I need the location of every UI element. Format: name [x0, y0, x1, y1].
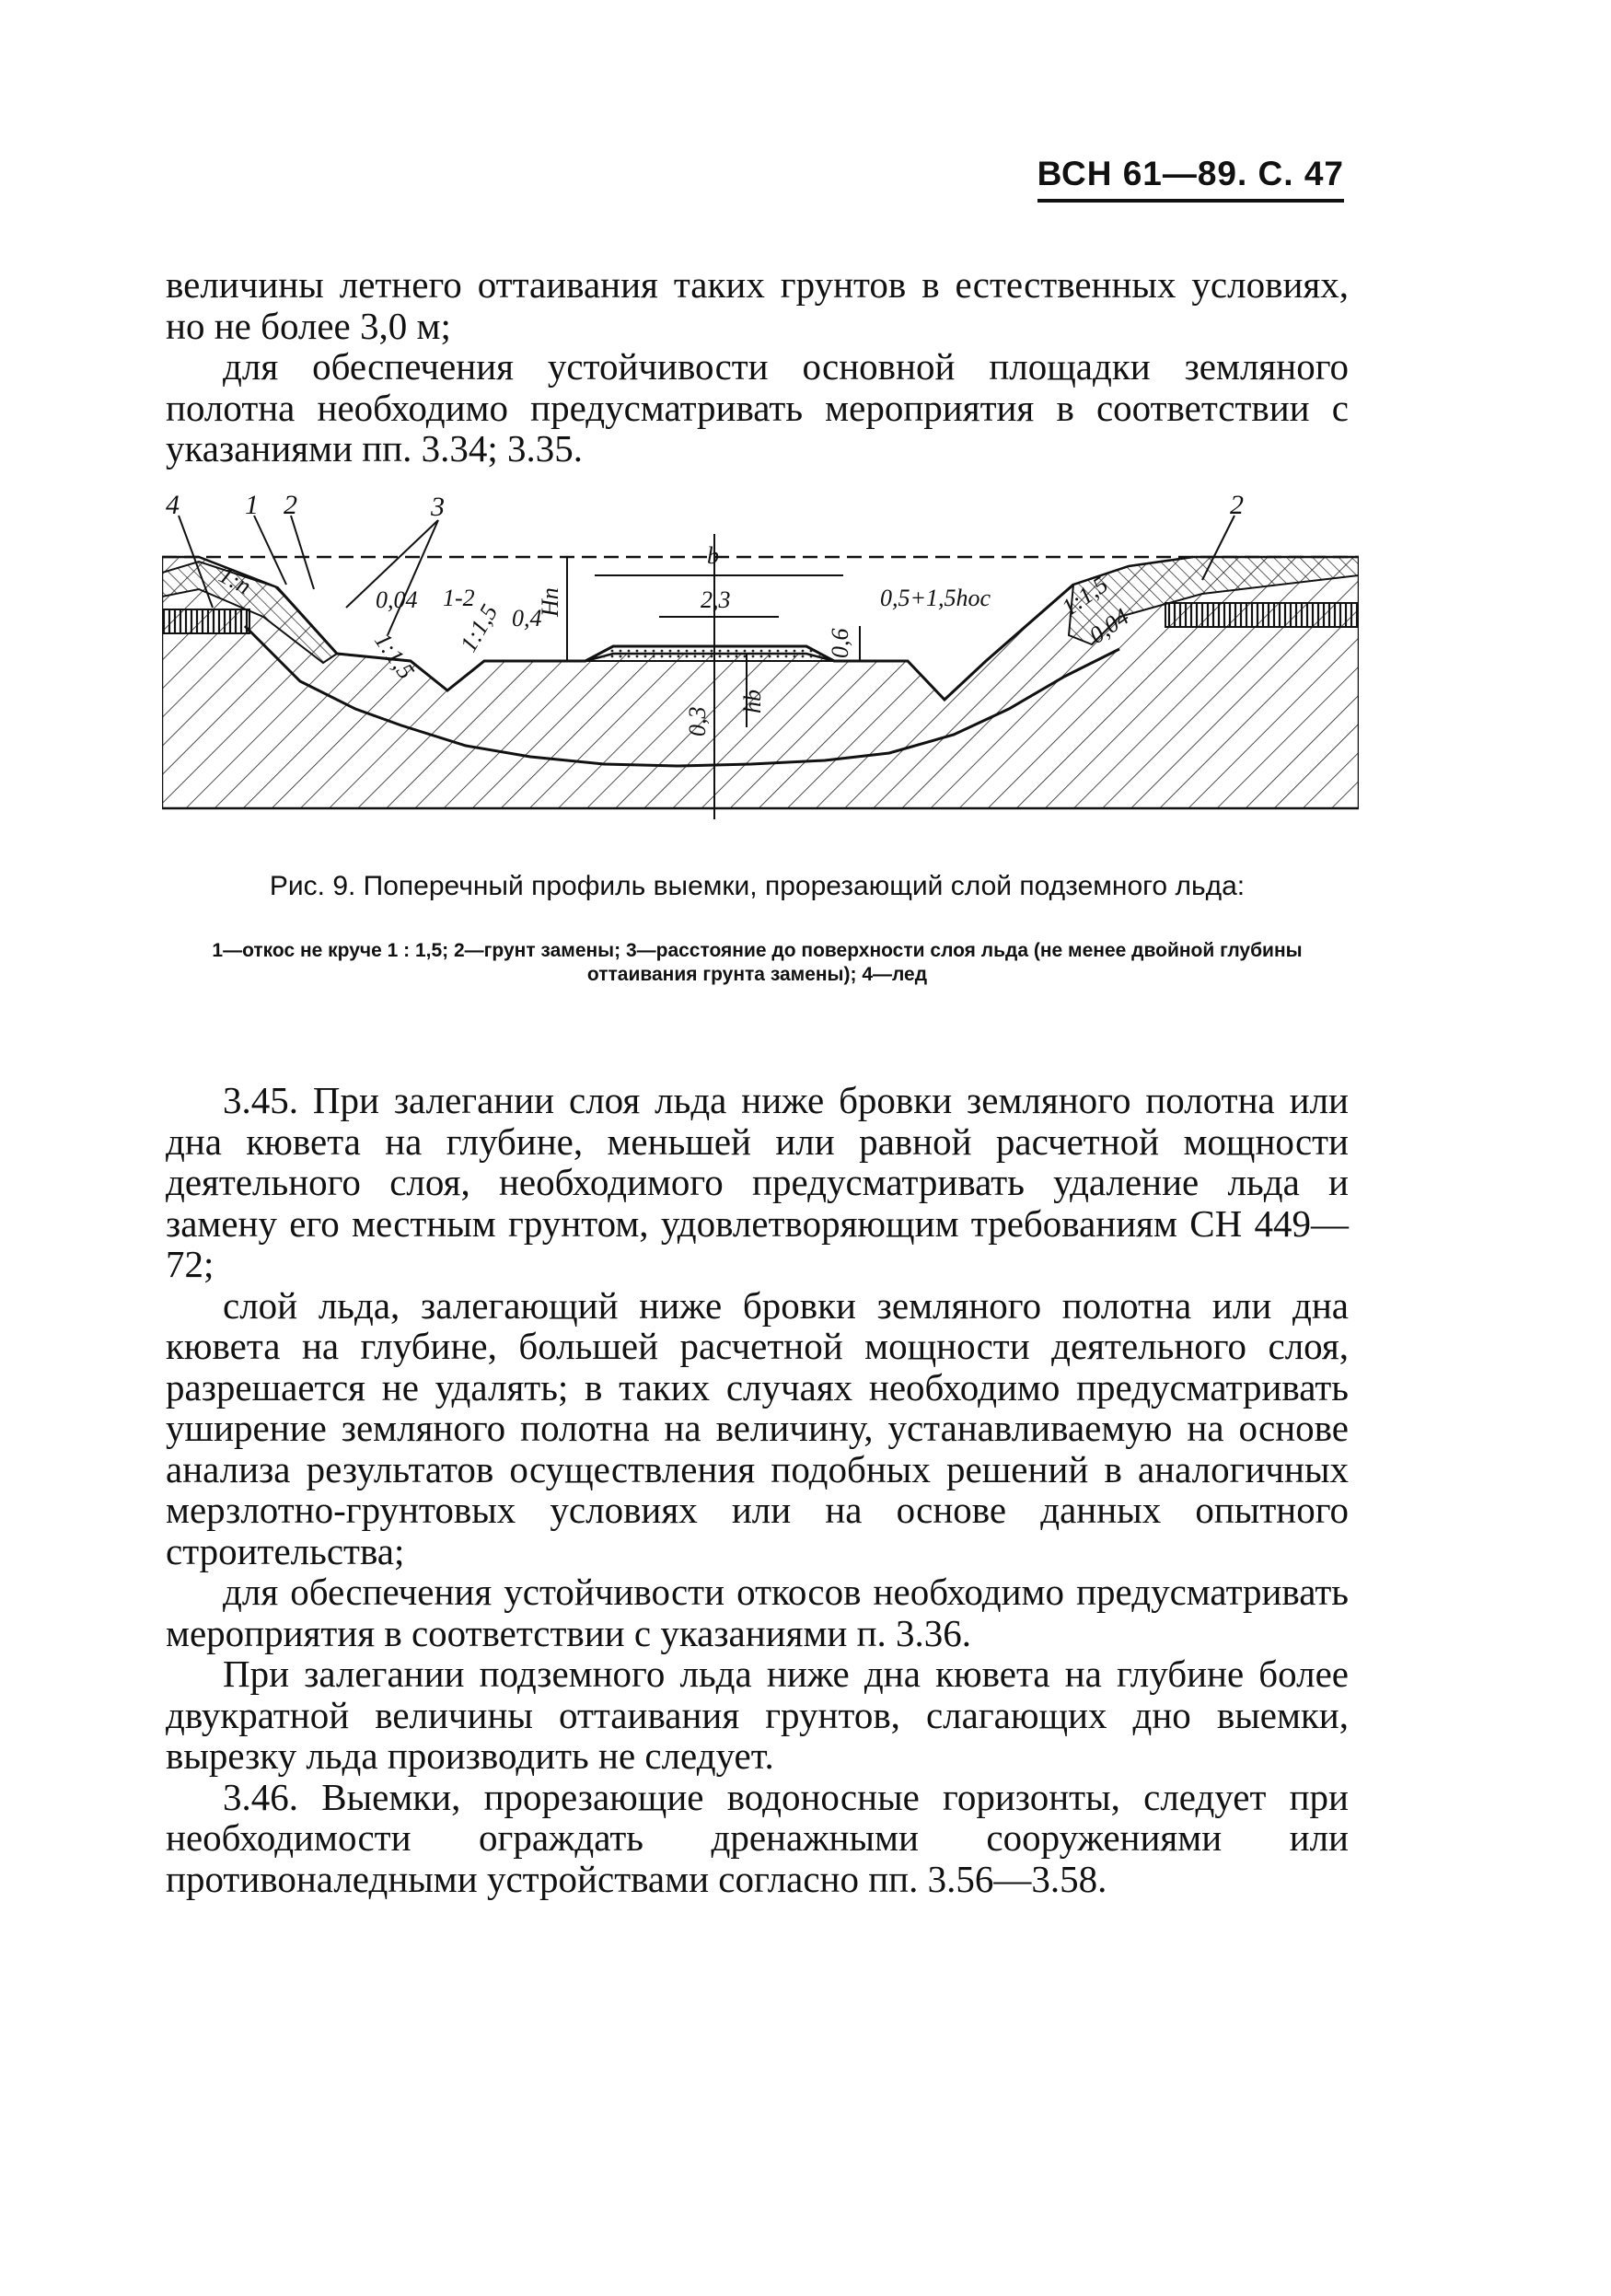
leader-3b	[388, 520, 438, 635]
roadbed	[585, 646, 834, 661]
dim-slope-12: 1-2	[443, 585, 475, 611]
paragraph-ice-not-removed: слой льда, залегающий ниже бровки земляного полотна или дна кювета на глубине, большей расчетной мощности деятельного слоя, разрешается не удалять; в таких случаях необходимо предусматривать уширение земляного полотна на величину, устанавливаемую на основе анализа результатов осуществления подобных решений в аналогичных мерзлотно-грунтовых условиях или на основе данных опытного строительства;	[166, 1283, 1349, 1572]
callout-3: 3	[431, 492, 445, 522]
dim-004-right: 0,04	[1084, 603, 1134, 649]
dim-slope-115-b: 1:1,5	[455, 599, 504, 656]
callout-2-left: 2	[284, 490, 297, 520]
figure-caption-title: Рис. 9. Поперечный профиль выемки, прорезающий слой подземного льда:	[269, 871, 1246, 901]
dim-hb: hb	[739, 690, 766, 713]
paragraph-continuation: величины летнего оттаивания таких грунтов в естественных условиях, но не более 3,0 м;	[166, 263, 1349, 347]
dim-05-15hoc: 0,5+1,5hос	[880, 585, 991, 611]
ice-layer-right	[1165, 603, 1359, 627]
leader-1	[254, 516, 286, 585]
ice-layer-left	[162, 609, 249, 633]
dim-03: 0,3	[684, 706, 711, 736]
figure-caption-legend: 1—откос не круче 1 : 1,5; 2—грунт замены; 3—расстояние до поверхности слоя льда (не менее двойной глубины оттаивания грунта замены); 4—лед	[212, 940, 1303, 985]
dim-b: b	[707, 542, 719, 569]
figure-9-cross-section	[162, 488, 1359, 819]
callout-2-right: 2	[1230, 490, 1244, 520]
paragraph-3-45: 3.45. При залегании слоя льда ниже бровки земляного полотна или дна кювета на глубине, меньшей или равной расчетной мощности деятельного слоя, необходимого предусматривать удаление льда и замену его местным грунтом, удовлетворяющим требованиям СН 449—72;	[166, 1079, 1349, 1285]
callout-1: 1	[245, 490, 259, 520]
cross-section-drawing	[162, 488, 1359, 819]
callout-4: 4	[166, 490, 180, 520]
paragraph-3-46: 3.46. Выемки, прорезающие водоносные горизонты, следует при необходимости ограждать дренажными сооружениями или противоналедными устройствами согласно пп. 3.56—3.58.	[166, 1775, 1349, 1900]
dim-004-left: 0,04	[376, 586, 418, 613]
dim-23: 2,3	[701, 586, 731, 613]
dim-06: 0,6	[827, 628, 853, 658]
main-text-block	[166, 1080, 1349, 1899]
leader-2-left	[291, 516, 314, 589]
dim-slope-1n: 1:n	[214, 561, 256, 600]
paragraph-slope-stability: для обеспечения устойчивости откосов необходимо предусматривать мероприятия в соответствии с указаниями п. 3.36.	[166, 1571, 1349, 1654]
dim-04: 0,4	[512, 605, 542, 632]
paragraph-stability: для обеспечения устойчивости основной площадки земляного полотна необходимо предусматривать мероприятия в соответствии с указаниями пп. 3.34; 3.35.	[166, 345, 1349, 470]
top-text-block	[166, 264, 1349, 470]
dim-slope-115-a: 1:1,5	[369, 627, 420, 684]
paragraph-ice-cutting: При залегании подземного льда ниже дна кювета на глубине более двукратной величины оттаивания грунтов, слагающих дно выемки, вырезку льда производить не следует.	[166, 1652, 1349, 1777]
dim-hn: Hп	[537, 587, 563, 617]
page-header: ВСН 61—89. С. 47	[1037, 155, 1344, 203]
dim-slope-115-right: 1:1,5	[1056, 571, 1113, 621]
